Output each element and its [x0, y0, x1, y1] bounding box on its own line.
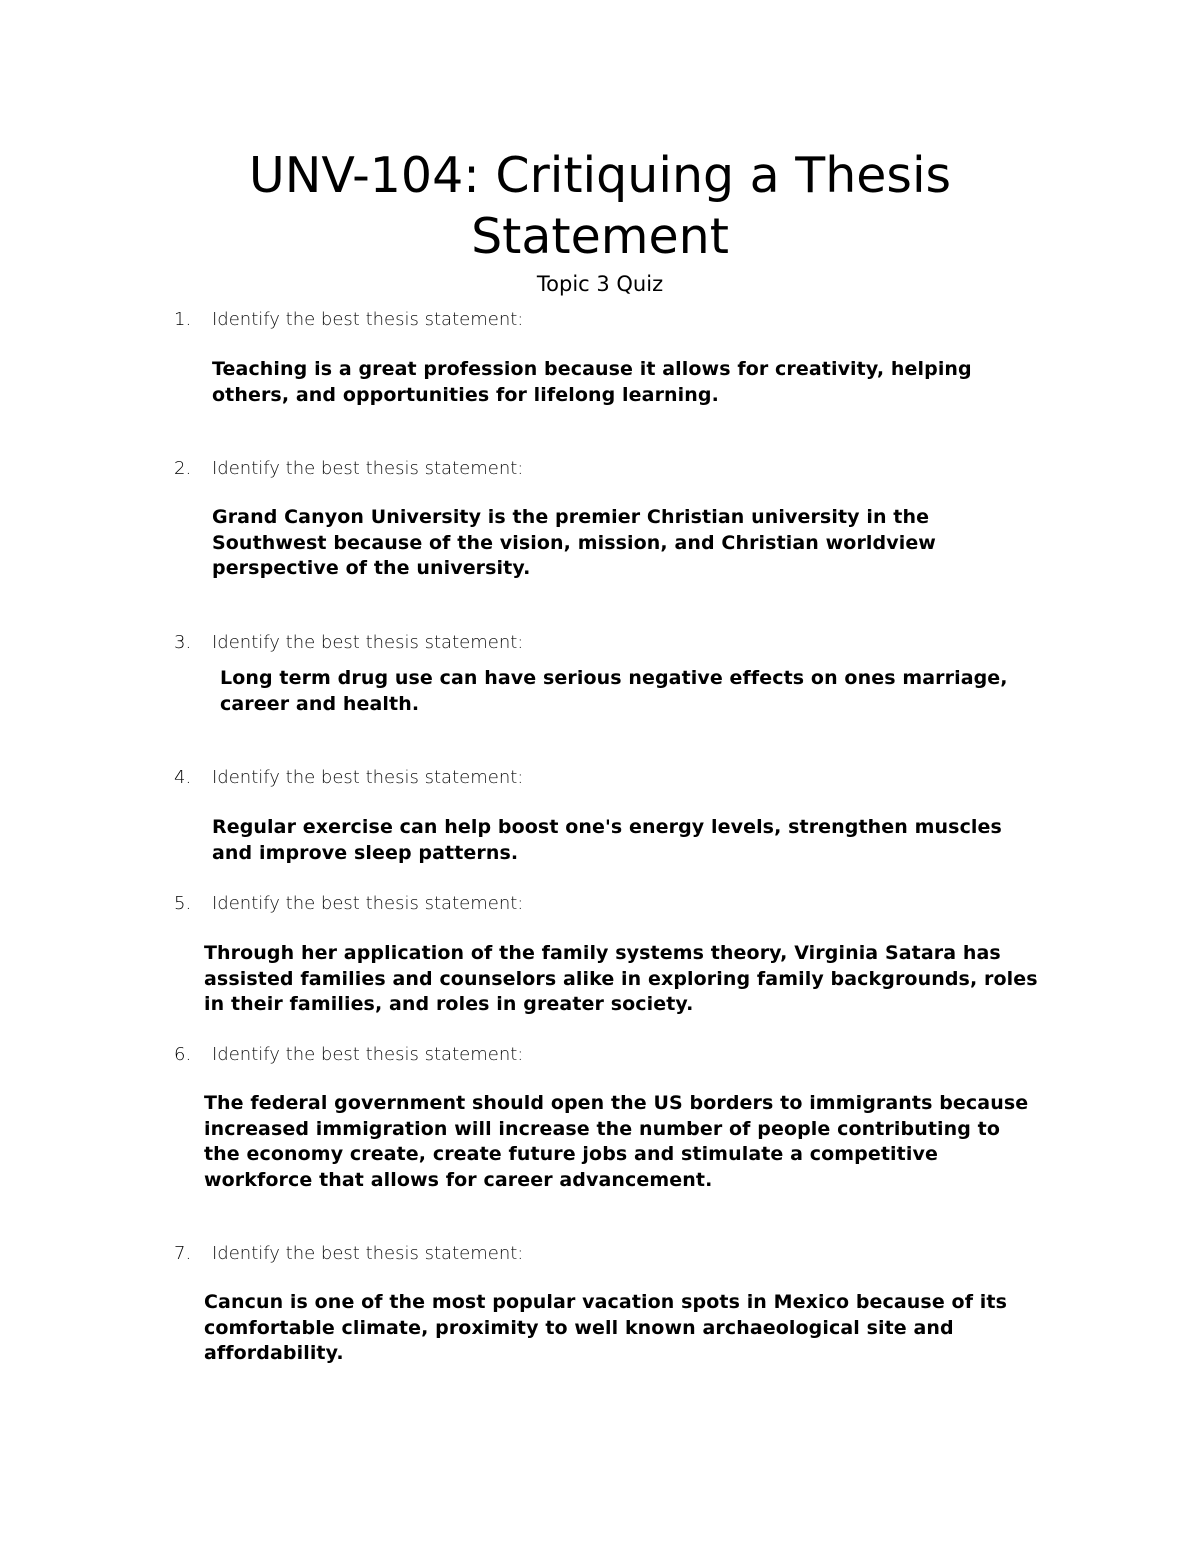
question-number: 7.: [174, 1243, 192, 1264]
thesis-line: Grand Canyon University is the premier Christian university in the: [212, 506, 930, 528]
thesis-line: workforce that allows for career advancement.: [204, 1168, 713, 1191]
document-title-line-1: UNV-104: Critiquing a Thesis: [248, 147, 952, 204]
thesis-statement: [212, 505, 1092, 582]
question-prompt: Identify the best thesis statement:: [212, 893, 524, 914]
thesis-line: Through her application of the family systems theory, Virginia Satara has: [204, 942, 1001, 964]
thesis-line: career and health.: [220, 692, 420, 715]
question-number: 4.: [174, 767, 192, 788]
thesis-statement: [204, 1091, 1084, 1193]
question-prompt: Identify the best thesis statement:: [212, 1243, 524, 1264]
question-prompt: Identify the best thesis statement:: [212, 309, 524, 330]
thesis-line: increased immigration will increase the number of people contributing to: [204, 1117, 1001, 1140]
thesis-line: Cancun is one of the most popular vacation spots in Mexico because of its: [204, 1291, 1007, 1313]
thesis-line: affordability.: [204, 1342, 344, 1364]
thesis-statement: [204, 941, 1084, 1018]
document-title-line-2: Statement: [471, 208, 729, 265]
thesis-line: Southwest because of the vision, mission, and Christian worldview: [212, 531, 936, 554]
thesis-statement: [212, 357, 1092, 408]
thesis-line: others, and opportunities for lifelong learning.: [212, 383, 719, 406]
thesis-line: Regular exercise can help boost one's energy levels, strengthen muscles: [212, 816, 1002, 838]
thesis-statement: [204, 1290, 1084, 1367]
thesis-line: the economy create, create future jobs and stimulate a competitive: [204, 1143, 938, 1165]
thesis-line: in their families, and roles in greater society.: [204, 993, 694, 1015]
thesis-line: perspective of the university.: [212, 557, 531, 579]
question-prompt: Identify the best thesis statement:: [212, 632, 524, 653]
thesis-line: comfortable climate, proximity to well known archaeological site and: [204, 1316, 954, 1339]
question-number: 1.: [174, 309, 192, 330]
thesis-statement: [220, 666, 1100, 717]
question-prompt: Identify the best thesis statement:: [212, 458, 524, 479]
thesis-line: assisted families and counselors alike in exploring family backgrounds, roles: [204, 967, 1038, 990]
thesis-line: Long term drug use can have serious negative effects on ones marriage,: [220, 667, 1008, 689]
document-subtitle: Topic 3 Quiz: [536, 272, 664, 296]
thesis-line: The federal government should open the US borders to immigrants because: [204, 1092, 1029, 1114]
thesis-statement: [212, 815, 1092, 866]
thesis-line: and improve sleep patterns.: [212, 841, 519, 864]
question-number: 3.: [174, 632, 192, 653]
question-prompt: Identify the best thesis statement:: [212, 1044, 524, 1065]
question-number: 6.: [174, 1044, 192, 1065]
question-number: 5.: [174, 893, 192, 914]
question-number: 2.: [174, 458, 192, 479]
thesis-line: Teaching is a great profession because it allows for creativity, helping: [212, 358, 972, 380]
question-prompt: Identify the best thesis statement:: [212, 767, 524, 788]
